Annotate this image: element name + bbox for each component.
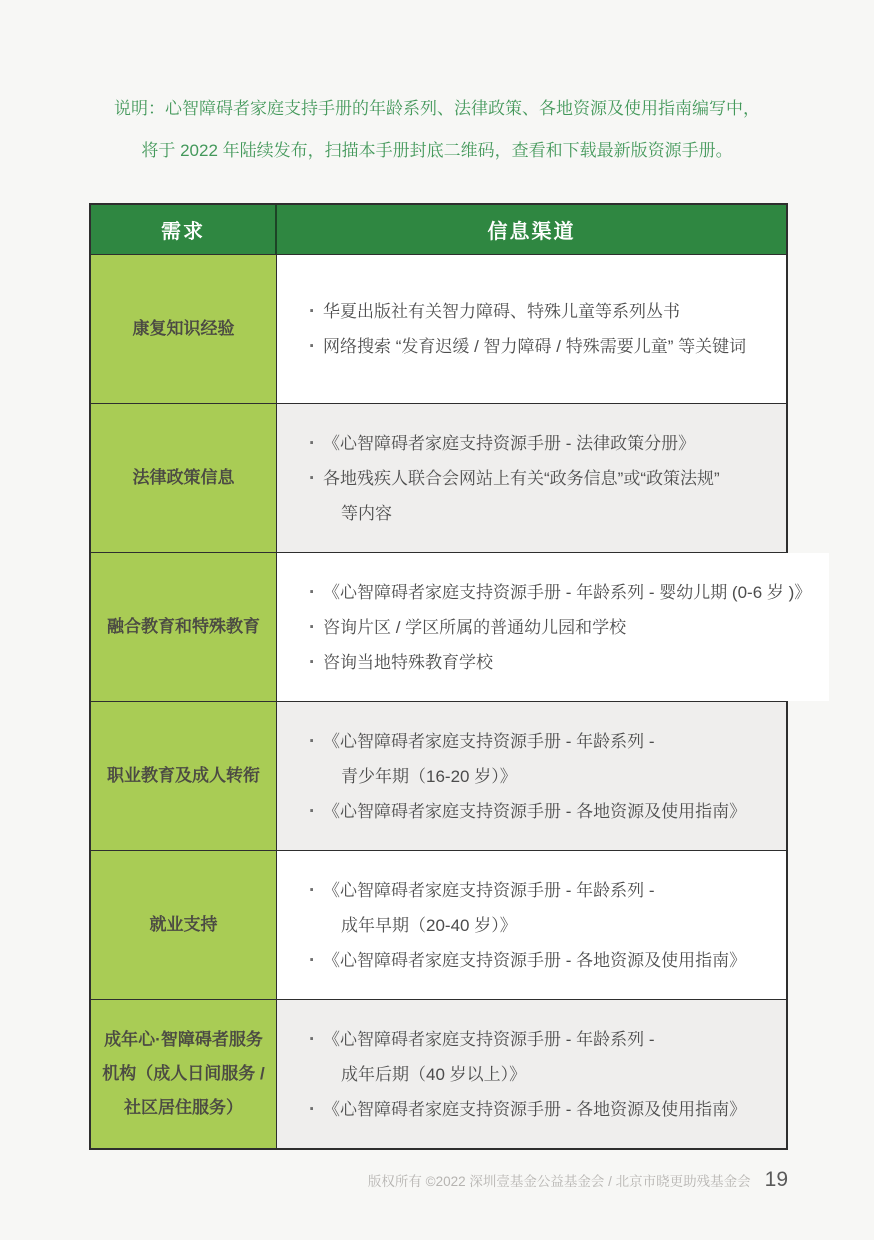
list-item-text bbox=[323, 794, 768, 829]
list-item-line: 《心智障碍者家庭支持资源手册 - 各地资源及使用指南》 bbox=[323, 950, 747, 970]
table-row bbox=[91, 701, 786, 850]
bullet-icon: · bbox=[309, 651, 316, 673]
list-item bbox=[309, 873, 768, 943]
bullet-icon: · bbox=[309, 581, 316, 603]
bullet-icon: · bbox=[309, 730, 316, 752]
explanatory-note bbox=[0, 88, 874, 172]
page-footer bbox=[368, 1168, 788, 1192]
list-item-line: 青少年期（16-20 岁）》 bbox=[341, 766, 517, 786]
header-cell-channel: 信息渠道 bbox=[487, 221, 576, 243]
info-channel-cell bbox=[277, 851, 786, 999]
info-channel-cell bbox=[277, 553, 829, 701]
list-item-text bbox=[323, 873, 768, 943]
note-line-1: 说明：心智障碍者家庭支持手册的年龄系列、法律政策、各地资源及使用指南编写中， bbox=[114, 99, 760, 118]
list-item bbox=[309, 575, 811, 610]
list-item-text bbox=[323, 943, 768, 978]
list-item bbox=[309, 294, 768, 329]
list-item-text bbox=[323, 461, 768, 531]
list-item-line: 《心智障碍者家庭支持资源手册 - 年龄系列 - bbox=[323, 731, 655, 751]
list-item-text bbox=[323, 610, 811, 645]
list-item bbox=[309, 724, 768, 794]
list-item bbox=[309, 329, 768, 364]
list-item-text bbox=[323, 1022, 768, 1092]
bullet-icon: · bbox=[309, 301, 316, 322]
list-item-line: 《心智障碍者家庭支持资源手册 - 各地资源及使用指南》 bbox=[323, 1099, 747, 1119]
note-line-2: 将于 2022 年陆续发布，扫描本手册封底二维码，查看和下载最新版资源手册。 bbox=[141, 141, 733, 160]
bullet-icon: · bbox=[309, 1098, 316, 1120]
need-label: 康复知识经验 bbox=[91, 255, 277, 403]
bullet-icon: · bbox=[309, 467, 316, 489]
bullet-icon: · bbox=[309, 949, 316, 971]
list-item-text bbox=[323, 724, 768, 794]
info-channel-cell bbox=[277, 1000, 786, 1148]
list-item bbox=[309, 426, 768, 461]
need-label: 职业教育及成人转衔 bbox=[91, 702, 277, 850]
bullet-icon: · bbox=[309, 879, 316, 901]
need-label: 法律政策信息 bbox=[91, 404, 277, 552]
list-item-line: 《心智障碍者家庭支持资源手册 - 年龄系列 - 婴幼儿期 (0-6 岁 )》 bbox=[323, 582, 812, 602]
table-body bbox=[91, 254, 812, 1148]
list-item-text bbox=[323, 645, 811, 680]
page-number: 19 bbox=[764, 1168, 788, 1191]
list-item-text bbox=[323, 329, 768, 364]
list-item-text bbox=[323, 575, 811, 610]
list-item-line: 各地残疾人联合会网站上有关“政务信息”或“政策法规” bbox=[323, 468, 720, 488]
list-item-text bbox=[323, 426, 768, 461]
list-item-line: 成年后期（40 岁以上）》 bbox=[341, 1064, 527, 1084]
bullet-icon: · bbox=[309, 616, 316, 638]
list-item-line: 咨询片区 / 学区所属的普通幼儿园和学校 bbox=[323, 617, 627, 637]
list-item bbox=[309, 645, 811, 680]
bullet-icon: · bbox=[309, 800, 316, 822]
list-item-line: 《心智障碍者家庭支持资源手册 - 年龄系列 - bbox=[323, 1029, 655, 1049]
copyright-text: 版权所有 ©2022 深圳壹基金公益基金会 / 北京市晓更助残基金会 bbox=[367, 1174, 751, 1189]
header-cell-need: 需求 bbox=[91, 205, 277, 254]
list-item bbox=[309, 1022, 768, 1092]
info-channel-cell bbox=[277, 255, 786, 403]
list-item bbox=[309, 610, 811, 645]
list-item-line: 成年早期（20-40 岁）》 bbox=[341, 915, 517, 935]
table-row bbox=[91, 552, 812, 701]
list-item-line: 网络搜索 “发育迟缓 / 智力障碍 / 特殊需要儿童” 等关键词 bbox=[323, 337, 747, 356]
need-label: 成年心·智障碍者服务机构（成人日间服务 / 社区居住服务） bbox=[91, 1000, 277, 1148]
table-row bbox=[91, 850, 786, 999]
list-item-text bbox=[323, 294, 768, 329]
list-item bbox=[309, 461, 768, 531]
info-channel-cell bbox=[277, 702, 786, 850]
table-header-row bbox=[91, 205, 786, 254]
list-item-text bbox=[323, 1092, 768, 1127]
list-item-line: 咨询当地特殊教育学校 bbox=[323, 652, 493, 672]
bullet-icon: · bbox=[309, 336, 316, 357]
bullet-icon: · bbox=[309, 432, 316, 454]
list-item bbox=[309, 1092, 768, 1127]
list-item-line: 《心智障碍者家庭支持资源手册 - 年龄系列 - bbox=[323, 880, 655, 900]
list-item-line: 等内容 bbox=[341, 503, 392, 523]
list-item bbox=[309, 794, 768, 829]
bullet-icon: · bbox=[309, 1028, 316, 1050]
needs-channels-table bbox=[89, 203, 812, 1150]
info-channel-cell bbox=[277, 404, 786, 552]
list-item-line: 《心智障碍者家庭支持资源手册 - 各地资源及使用指南》 bbox=[323, 801, 747, 821]
list-item-line: 《心智障碍者家庭支持资源手册 - 法律政策分册》 bbox=[323, 433, 696, 453]
table-row bbox=[91, 403, 786, 552]
list-item bbox=[309, 943, 768, 978]
table-row bbox=[91, 254, 786, 403]
need-label: 就业支持 bbox=[91, 851, 277, 999]
table-row bbox=[91, 999, 786, 1148]
need-label: 融合教育和特殊教育 bbox=[91, 553, 277, 701]
list-item-line: 华夏出版社有关智力障碍、特殊儿童等系列丛书 bbox=[323, 302, 680, 321]
